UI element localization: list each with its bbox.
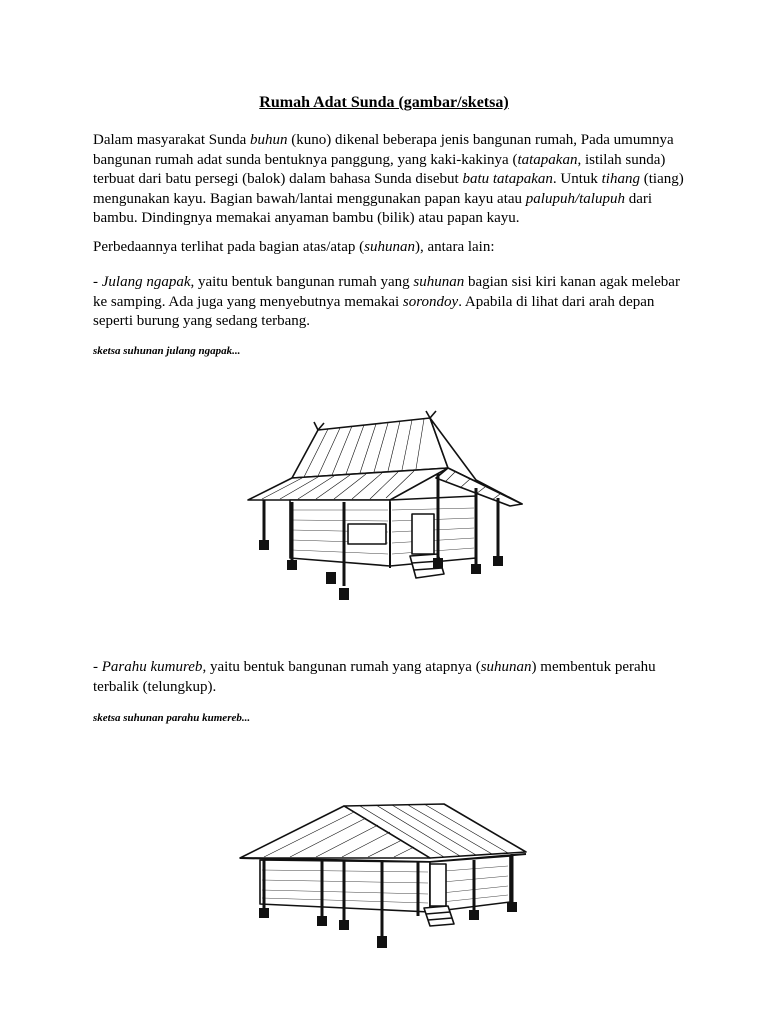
text-run: - — [93, 274, 102, 290]
text-run: ) membentuk perahu terbalik (telungkup). — [93, 659, 656, 695]
caption-julang-ngapak: sketsa suhunan julang ngapak... — [93, 345, 241, 357]
text-run: tatapakan — [517, 151, 578, 168]
paragraph-julang-ngapak — [93, 273, 693, 332]
door — [430, 864, 446, 906]
text-run: (tiang) mengunakan kayu. Bagian bawah/lantai menggunakan papan kayu atau — [93, 171, 684, 207]
text-run: Perbedaannya terlihat pada bagian atas/atap ( — [93, 239, 365, 255]
text-run: batu tatapakan — [462, 171, 553, 187]
text-run: (kuno) dikenal beberapa jenis bangunan rumah, Pada umumnya bangunan rumah adat sunda bentuknya panggung, yang kaki-kakinya ( — [93, 132, 674, 168]
julang-ngapak-house-sketch — [240, 408, 530, 608]
parahu-kumureb-house-sketch — [234, 796, 534, 956]
text-run: , yaitu bentuk bangunan rumah yang — [190, 274, 414, 290]
stairs — [424, 906, 454, 926]
text-run: suhunan — [480, 659, 532, 675]
text-run: dari bambu. Dindingnya memakai anyaman bambu (bilik) atau papan kayu. — [93, 190, 653, 226]
text-run: suhunan — [413, 274, 465, 290]
text-run: buhun — [250, 132, 288, 148]
text-run: suhunan — [364, 239, 415, 255]
page-title: Rumah Adat Sunda (gambar/sketsa) — [259, 94, 509, 111]
paragraph-parahu-kumureb — [93, 658, 693, 697]
text-run: bagian sisi kiri kanan agak melebar ke samping. Ada juga yang menyebutnya memakai — [93, 274, 680, 310]
text-run: . Untuk — [552, 171, 602, 187]
text-run: , yaitu bentuk bangunan rumah yang atapnya ( — [202, 659, 481, 675]
text-run: palupuh/talupuh — [525, 190, 625, 207]
text-run: Julang ngapak — [101, 274, 191, 290]
text-run: - — [93, 659, 102, 675]
text-run: ), antara lain: — [414, 239, 495, 255]
door — [412, 514, 434, 554]
text-run: Parahu kumureb — [101, 659, 203, 675]
text-run: , istilah sunda) terbuat dari batu persegi (balok) dalam bahasa Sunda disebut — [93, 151, 666, 187]
window — [348, 524, 386, 544]
text-run: sorondoy — [402, 293, 459, 310]
text-run: Dalam masyarakat Sunda — [93, 132, 251, 148]
text-run: tihang — [601, 171, 640, 187]
paragraph-difference — [93, 238, 693, 258]
caption-parahu-kumureb: sketsa suhunan parahu kumereb... — [93, 712, 251, 724]
paragraph-intro — [93, 131, 693, 229]
text-run: . Apabila di lihat dari arah depan seperti burung yang sedang terbang. — [93, 293, 655, 329]
